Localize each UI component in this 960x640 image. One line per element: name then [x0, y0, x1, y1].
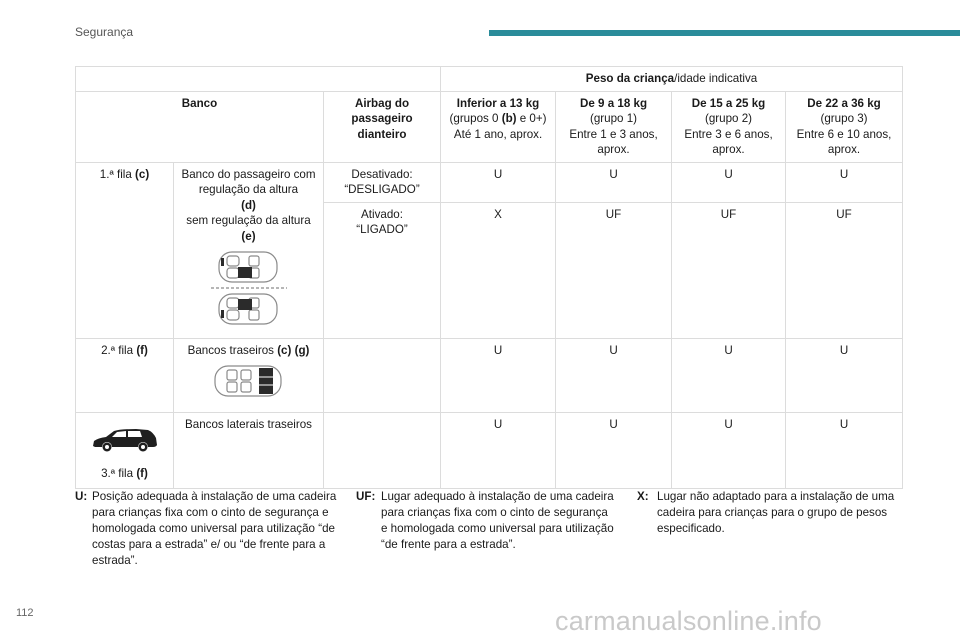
col-header-weight-1: Inferior a 13 kg (grupos 0 (b) e 0+) Até 1 ano, aprox.	[441, 91, 556, 162]
col-header-seat: Banco	[76, 91, 324, 162]
seat-front-passenger: Banco do passageiro com regulação da altura (d) sem regulação da altura (e)	[174, 162, 324, 338]
cell-value: U	[672, 338, 786, 412]
row-label-third: 3.ª fila (f)	[76, 412, 174, 488]
legend-x: X: Lugar não adaptado para a instalação de uma cadeira para crianças para o grupo de pesos especificado.	[637, 490, 895, 535]
legend-u: U: Posição adequada à instalação de uma cadeira para crianças fixa com o cinto de segurança e homologada como universal para utilização “de costas para a estrada” e/ ou “de frente para a estrada”.	[75, 490, 337, 567]
row-label-second: 2.ª fila (f)	[76, 338, 174, 412]
row-label-first: 1.ª fila (c)	[76, 162, 174, 338]
col-header-weight-3: De 15 a 25 kg (grupo 2) Entre 3 e 6 anos, aprox.	[672, 91, 786, 162]
cell-value: U	[786, 338, 903, 412]
col-header-airbag: Airbag do passageiro dianteiro	[324, 91, 441, 162]
cell-value: U	[672, 162, 786, 202]
cell-value: U	[441, 162, 556, 202]
seat-rear: Bancos traseiros (c) (g)	[174, 338, 324, 412]
cell-value: UF	[556, 202, 672, 338]
cell-value: UF	[786, 202, 903, 338]
cell-value: U	[441, 338, 556, 412]
cell-value: U	[672, 412, 786, 488]
cell-value: U	[786, 412, 903, 488]
section-accent-bar	[489, 30, 960, 36]
section-title: Segurança	[75, 25, 134, 39]
airbag-on: Ativado: “LIGADO”	[324, 202, 441, 338]
cell-value: X	[441, 202, 556, 338]
page-number: 112	[16, 607, 34, 619]
cell-value: U	[556, 412, 672, 488]
group-header: Peso da criança/idade indicativa	[441, 67, 903, 92]
cell-value: U	[556, 338, 672, 412]
seat-third-row: Bancos laterais traseiros	[174, 412, 324, 488]
car-silhouette-icon	[90, 426, 160, 454]
cell-value: U	[556, 162, 672, 202]
watermark: carmanualsonline.info	[555, 606, 822, 636]
cell-value: UF	[672, 202, 786, 338]
child-seat-table	[75, 66, 903, 489]
cell-value: U	[441, 412, 556, 488]
legend-uf: UF: Lugar adequado à instalação de uma cadeira para crianças fixa com o cinto de segurança e homologada como universal para utilização “de frente para a estrada”.	[356, 490, 614, 551]
col-header-weight-4: De 22 a 36 kg (grupo 3) Entre 6 e 10 anos, aprox.	[786, 91, 903, 162]
rear-seat-diagram-icon	[213, 364, 285, 398]
airbag-off: Desativado: “DESLIGADO”	[324, 162, 441, 202]
col-header-weight-2: De 9 a 18 kg (grupo 1) Entre 1 e 3 anos, aprox.	[556, 91, 672, 162]
front-seat-diagram-icon	[209, 250, 289, 326]
cell-value: U	[786, 162, 903, 202]
